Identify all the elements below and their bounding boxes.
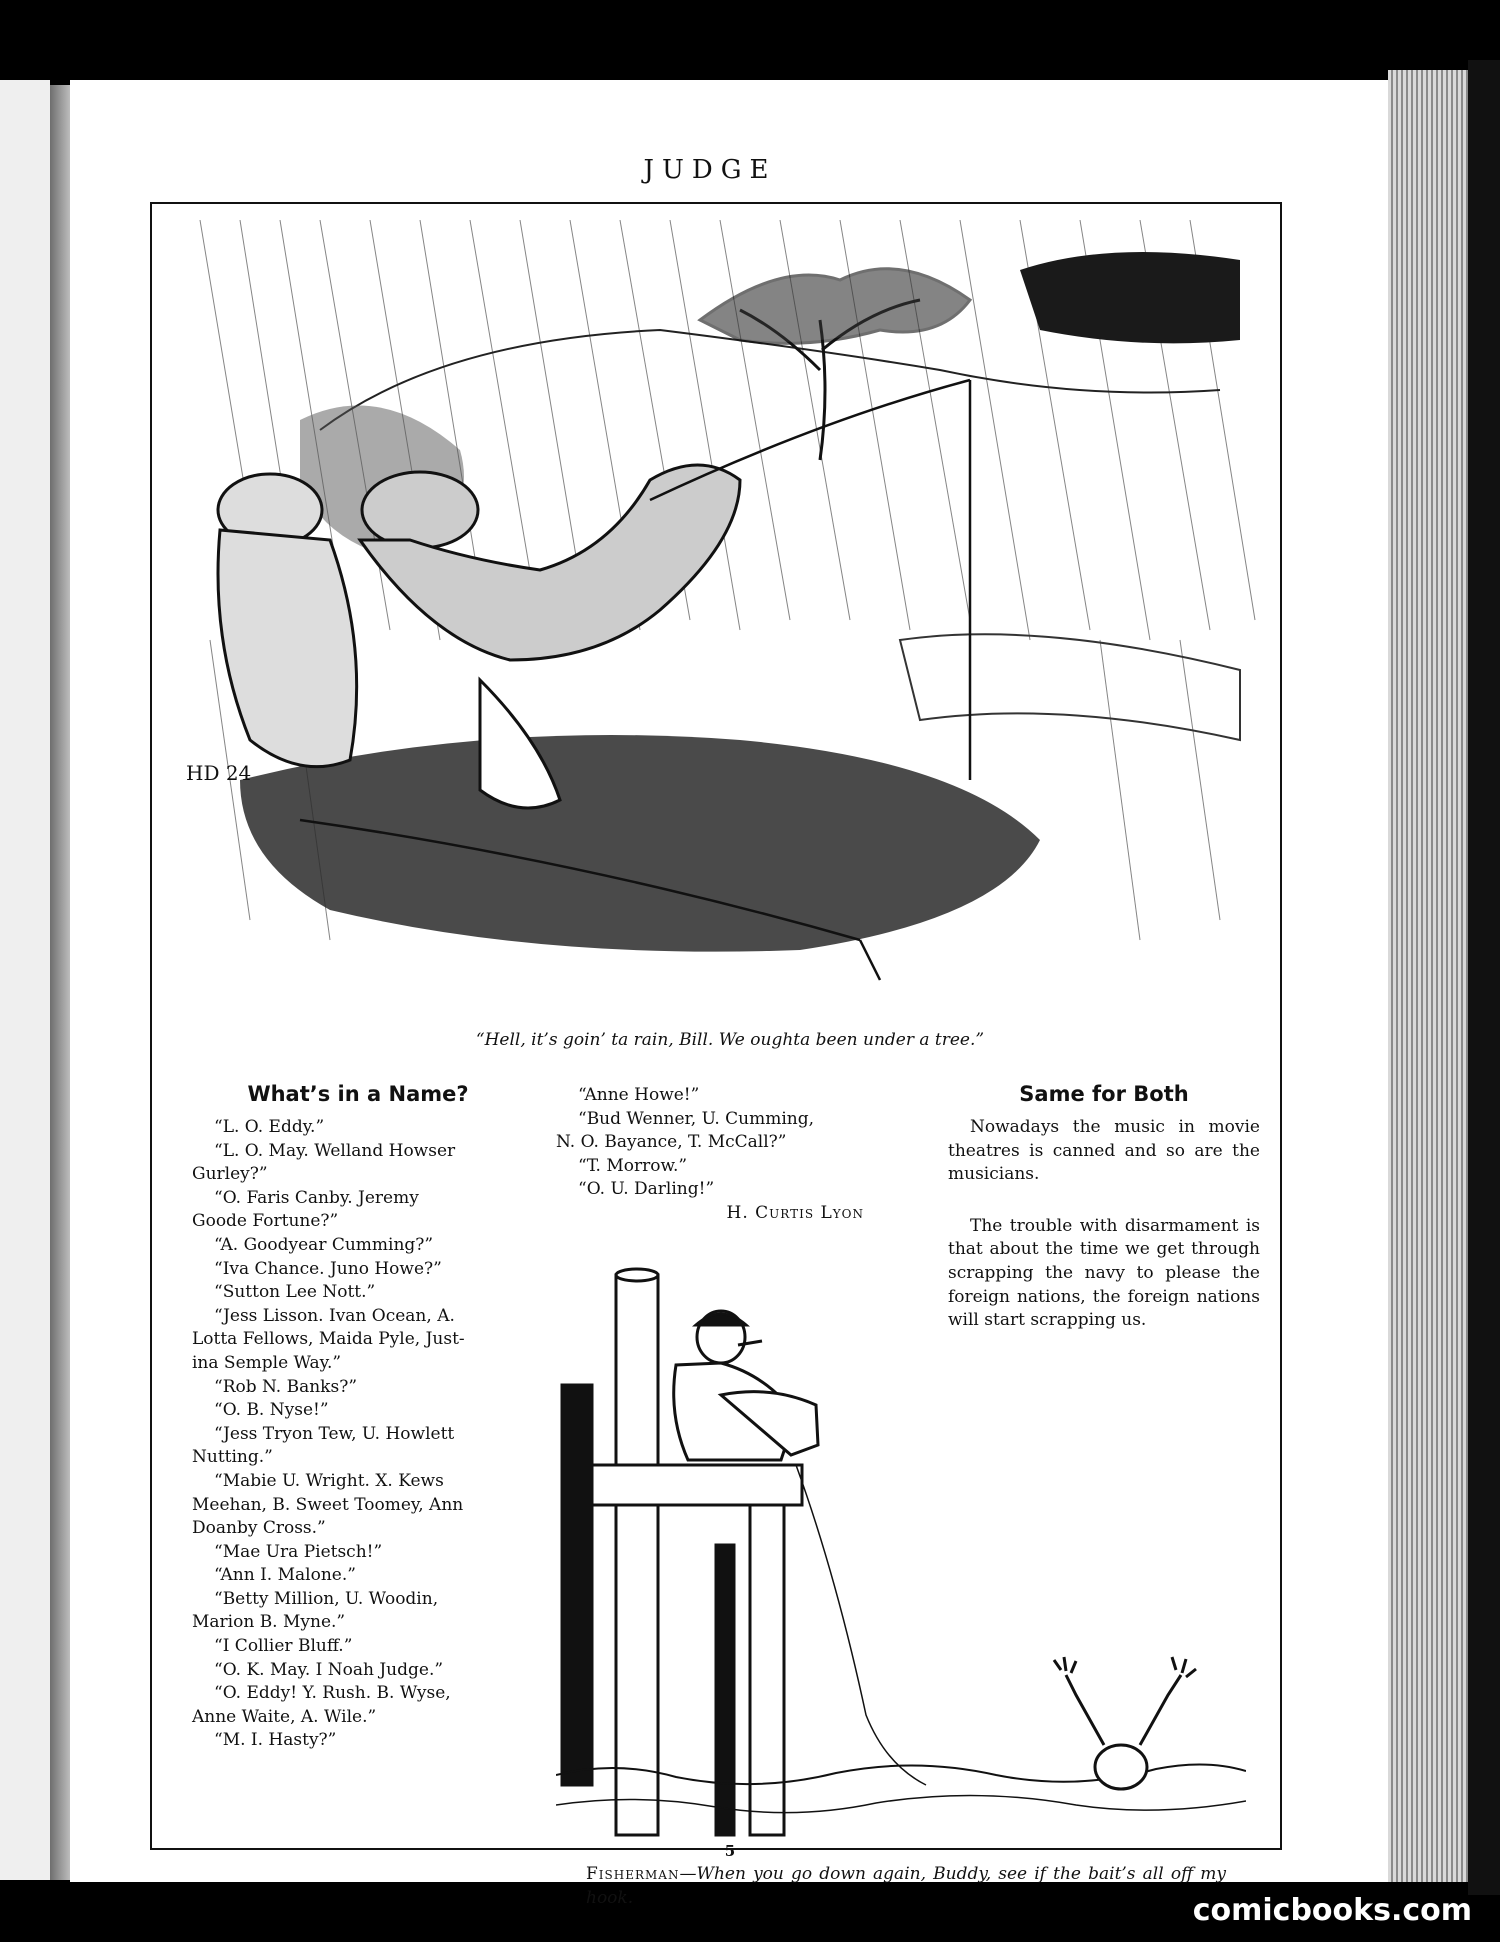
book-cover-edge <box>1468 60 1500 1895</box>
name-line: “Iva Chance. Juno Howe?” <box>214 1258 442 1279</box>
same-for-both-heading: Same for Both <box>1019 1082 1189 1106</box>
facing-page-edge <box>0 80 50 1880</box>
whats-in-a-name-continued <box>556 1084 890 1226</box>
author-credit: H. Curtis Lyon <box>726 1202 864 1223</box>
name-line: “T. Morrow.” <box>578 1155 688 1176</box>
name-line: “Jess Tryon Tew, U. Howlett <box>214 1423 455 1444</box>
name-line: Nutting.” <box>192 1447 273 1468</box>
name-line: Lotta Fellows, Maida Pyle, Just- <box>192 1329 465 1350</box>
swimmer <box>1054 1657 1196 1789</box>
name-line: Doanby Cross.” <box>192 1518 326 1539</box>
name-line: “L. O. May. Welland Howser <box>214 1140 456 1161</box>
whats-in-a-name-column <box>192 1080 524 1753</box>
name-line: “Anne Howe!” <box>578 1085 700 1105</box>
joke-paragraph: Nowadays the music in movie theatres is canned and so are the musicians. <box>948 1117 1260 1185</box>
hill-outline <box>320 330 1220 430</box>
name-line: Marion B. Myne.” <box>192 1612 346 1633</box>
name-line: N. O. Bayance, T. McCall?” <box>556 1132 787 1153</box>
joke-paragraph: The trouble with disarmament is that about the time we get through scrapping the navy to please the foreign nations, the foreign nations will start scrapping us. <box>948 1215 1260 1331</box>
top-cartoon-caption: “Hell, it’s goin’ ta rain, Bill. We oughta been under a tree.” <box>475 1030 985 1050</box>
dark-cloud <box>1020 252 1240 343</box>
name-line: Gurley?” <box>192 1164 268 1185</box>
name-line: “Sutton Lee Nott.” <box>214 1282 376 1303</box>
grassy-bank <box>240 735 1040 952</box>
name-line: “Ann I. Malone.” <box>214 1565 356 1586</box>
page-number: 5 <box>724 1842 736 1860</box>
artist-signature: HD 24 <box>186 761 252 785</box>
name-line: ina Semple Way.” <box>192 1352 342 1373</box>
masthead: JUDGE <box>643 155 777 185</box>
man-on-dock <box>674 1311 818 1460</box>
name-lines <box>192 1116 524 1753</box>
tree <box>700 269 970 460</box>
name-line: “O. B. Nyse!” <box>214 1400 329 1421</box>
name-line: Meehan, B. Sweet Toomey, Ann <box>192 1494 464 1515</box>
name-line: “O. K. May. I Noah Judge.” <box>214 1659 444 1680</box>
name-line: “Jess Lisson. Ivan Ocean, A. <box>214 1305 455 1326</box>
fishing-line <box>796 1465 926 1785</box>
river <box>900 634 1240 740</box>
name-line: Anne Waite, A. Wile.” <box>192 1706 377 1727</box>
name-line: “Mae Ura Pietsch!” <box>214 1541 383 1562</box>
whats-in-a-name-heading: What’s in a Name? <box>247 1082 469 1106</box>
name-line: “O. U. Darling!” <box>578 1179 715 1200</box>
name-line: “Mabie U. Wright. X. Kews <box>214 1470 444 1491</box>
name-line: “A. Goodyear Cumming?” <box>214 1234 434 1255</box>
dock-fishing-cartoon <box>556 1245 1246 1845</box>
name-line: “Betty Million, U. Woodin, <box>214 1588 439 1609</box>
name-line: “Rob N. Banks?” <box>214 1376 358 1397</box>
name-line: “M. I. Hasty?” <box>214 1730 337 1751</box>
name-line: “O. Eddy! Y. Rush. B. Wyse, <box>214 1683 451 1704</box>
name-lines-continued <box>556 1084 890 1202</box>
name-line: “Bud Wenner, U. Cumming, <box>578 1108 815 1129</box>
caption-speaker: Fisherman <box>586 1864 680 1884</box>
name-line: Goode Fortune?” <box>192 1211 339 1232</box>
bottom-cartoon-caption <box>586 1862 1226 1910</box>
name-line: “I Collier Bluff.” <box>214 1636 353 1657</box>
caption-text: —When you go down again, Buddy, see if the bait’s all off my hook. <box>586 1864 1226 1908</box>
dock-structure <box>562 1269 802 1835</box>
rain-fishing-cartoon <box>180 220 1260 1020</box>
site-watermark: comicbooks.com <box>1192 1893 1472 1928</box>
book-spine <box>50 85 70 1880</box>
name-line: “L. O. Eddy.” <box>214 1117 325 1137</box>
name-line: “O. Faris Canby. Jeremy <box>214 1187 419 1208</box>
page-stack-edge <box>1388 70 1468 1882</box>
